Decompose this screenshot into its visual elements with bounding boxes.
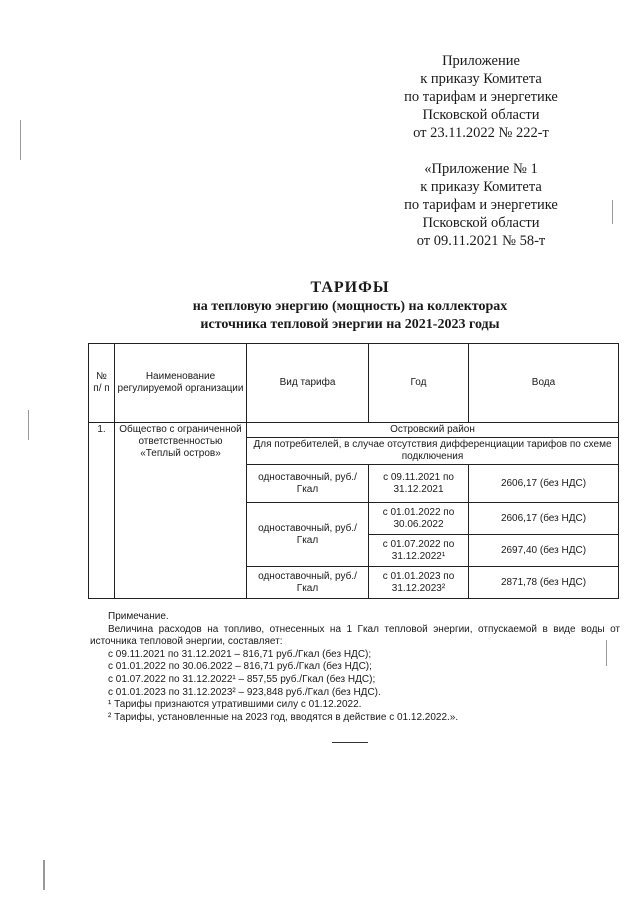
appendix-header — [376, 52, 586, 250]
district-cell: Островский район — [247, 423, 619, 438]
notes-item: с 09.11.2021 по 31.12.2021 – 816,71 руб./Гкал (без НДС); — [108, 648, 372, 660]
appendix-line: к приказу Комитета — [420, 179, 542, 195]
closing-divider — [332, 742, 368, 743]
period-cell: с 01.01.2022 по 30.06.2022 — [369, 503, 469, 535]
footnote-2: ² Тарифы, установленные на 2023 год, вводятся в действие с 01.12.2022.». — [108, 711, 459, 723]
tariff-type-cell: одноставочный, руб./Гкал — [247, 567, 369, 599]
consumers-note-cell: Для потребителей, в случае отсутствия дифференциации тарифов по схеме подключения — [247, 438, 619, 465]
row-number: 1. — [89, 423, 115, 599]
notes-item: с 01.01.2022 по 30.06.2022 – 816,71 руб./Гкал (без НДС); — [108, 661, 372, 673]
appendix-line: к приказу Комитета — [420, 71, 542, 87]
appendix-line: по тарифам и энергетике — [404, 89, 558, 105]
title-subtitle-2: источника тепловой энергии на 2021-2023 годы — [200, 317, 500, 332]
notes-heading: Примечание. — [108, 611, 169, 622]
scan-artifact — [28, 410, 29, 440]
notes-section — [90, 611, 620, 724]
appendix-line: Приложение — [442, 53, 520, 69]
spacer — [376, 142, 586, 160]
tariffs-table — [88, 343, 619, 599]
header-tariff-type: Вид тарифа — [247, 344, 369, 423]
value-cell: 2871,78 (без НДС) — [469, 567, 619, 599]
table-row — [89, 423, 619, 438]
title-subtitle-1: на тепловую энергию (мощность) на коллекторах — [192, 299, 508, 314]
notes-item: с 01.01.2023 по 31.12.2023² – 923,848 руб./Гкал (без НДС). — [108, 686, 381, 698]
document-title — [100, 278, 600, 334]
header-water: Вода — [469, 344, 619, 423]
footnote-1: ¹ Тарифы признаются утратившими силу с 01.12.2022. — [108, 699, 362, 711]
appendix-line: «Приложение № 1 — [424, 161, 538, 177]
table-header-row — [89, 344, 619, 423]
value-cell: 2606,17 (без НДС) — [469, 503, 619, 535]
period-cell: с 01.07.2022 по 31.12.2022¹ — [369, 535, 469, 567]
value-cell: 2606,17 (без НДС) — [469, 465, 619, 503]
value-cell: 2697,40 (без НДС) — [469, 535, 619, 567]
tariff-type-cell: одноставочный, руб./Гкал — [247, 503, 369, 567]
appendix-line: по тарифам и энергетике — [404, 197, 558, 213]
appendix-line: от 23.11.2022 № 222-т — [413, 125, 549, 141]
scan-artifact — [43, 860, 45, 890]
notes-intro: Величина расходов на топливо, отнесенных на 1 Гкал тепловой энергии, отпускаемой в виде воды от источника тепловой энергии, составляет: — [90, 623, 620, 648]
period-cell: с 09.11.2021 по 31.12.2021 — [369, 465, 469, 503]
header-year: Год — [369, 344, 469, 423]
scan-artifact — [606, 640, 607, 666]
organization-name: Общество с ограниченной ответственностью «Теплый остров» — [115, 423, 247, 599]
tariff-type-cell: одноставочный, руб./Гкал — [247, 465, 369, 503]
appendix-line: Псковской области — [422, 215, 540, 231]
header-num: № п/ п — [89, 344, 115, 423]
title-main: ТАРИФЫ — [310, 279, 390, 296]
scan-artifact — [20, 120, 21, 160]
notes-item: с 01.07.2022 по 31.12.2022¹ – 857,55 руб./Гкал (без НДС); — [108, 673, 376, 685]
appendix-line: от 09.11.2021 № 58-т — [416, 233, 546, 249]
header-org: Наименование регулируемой организации — [115, 344, 247, 423]
appendix-line: Псковской области — [422, 107, 540, 123]
period-cell: с 01.01.2023 по 31.12.2023² — [369, 567, 469, 599]
scan-artifact — [612, 200, 613, 224]
